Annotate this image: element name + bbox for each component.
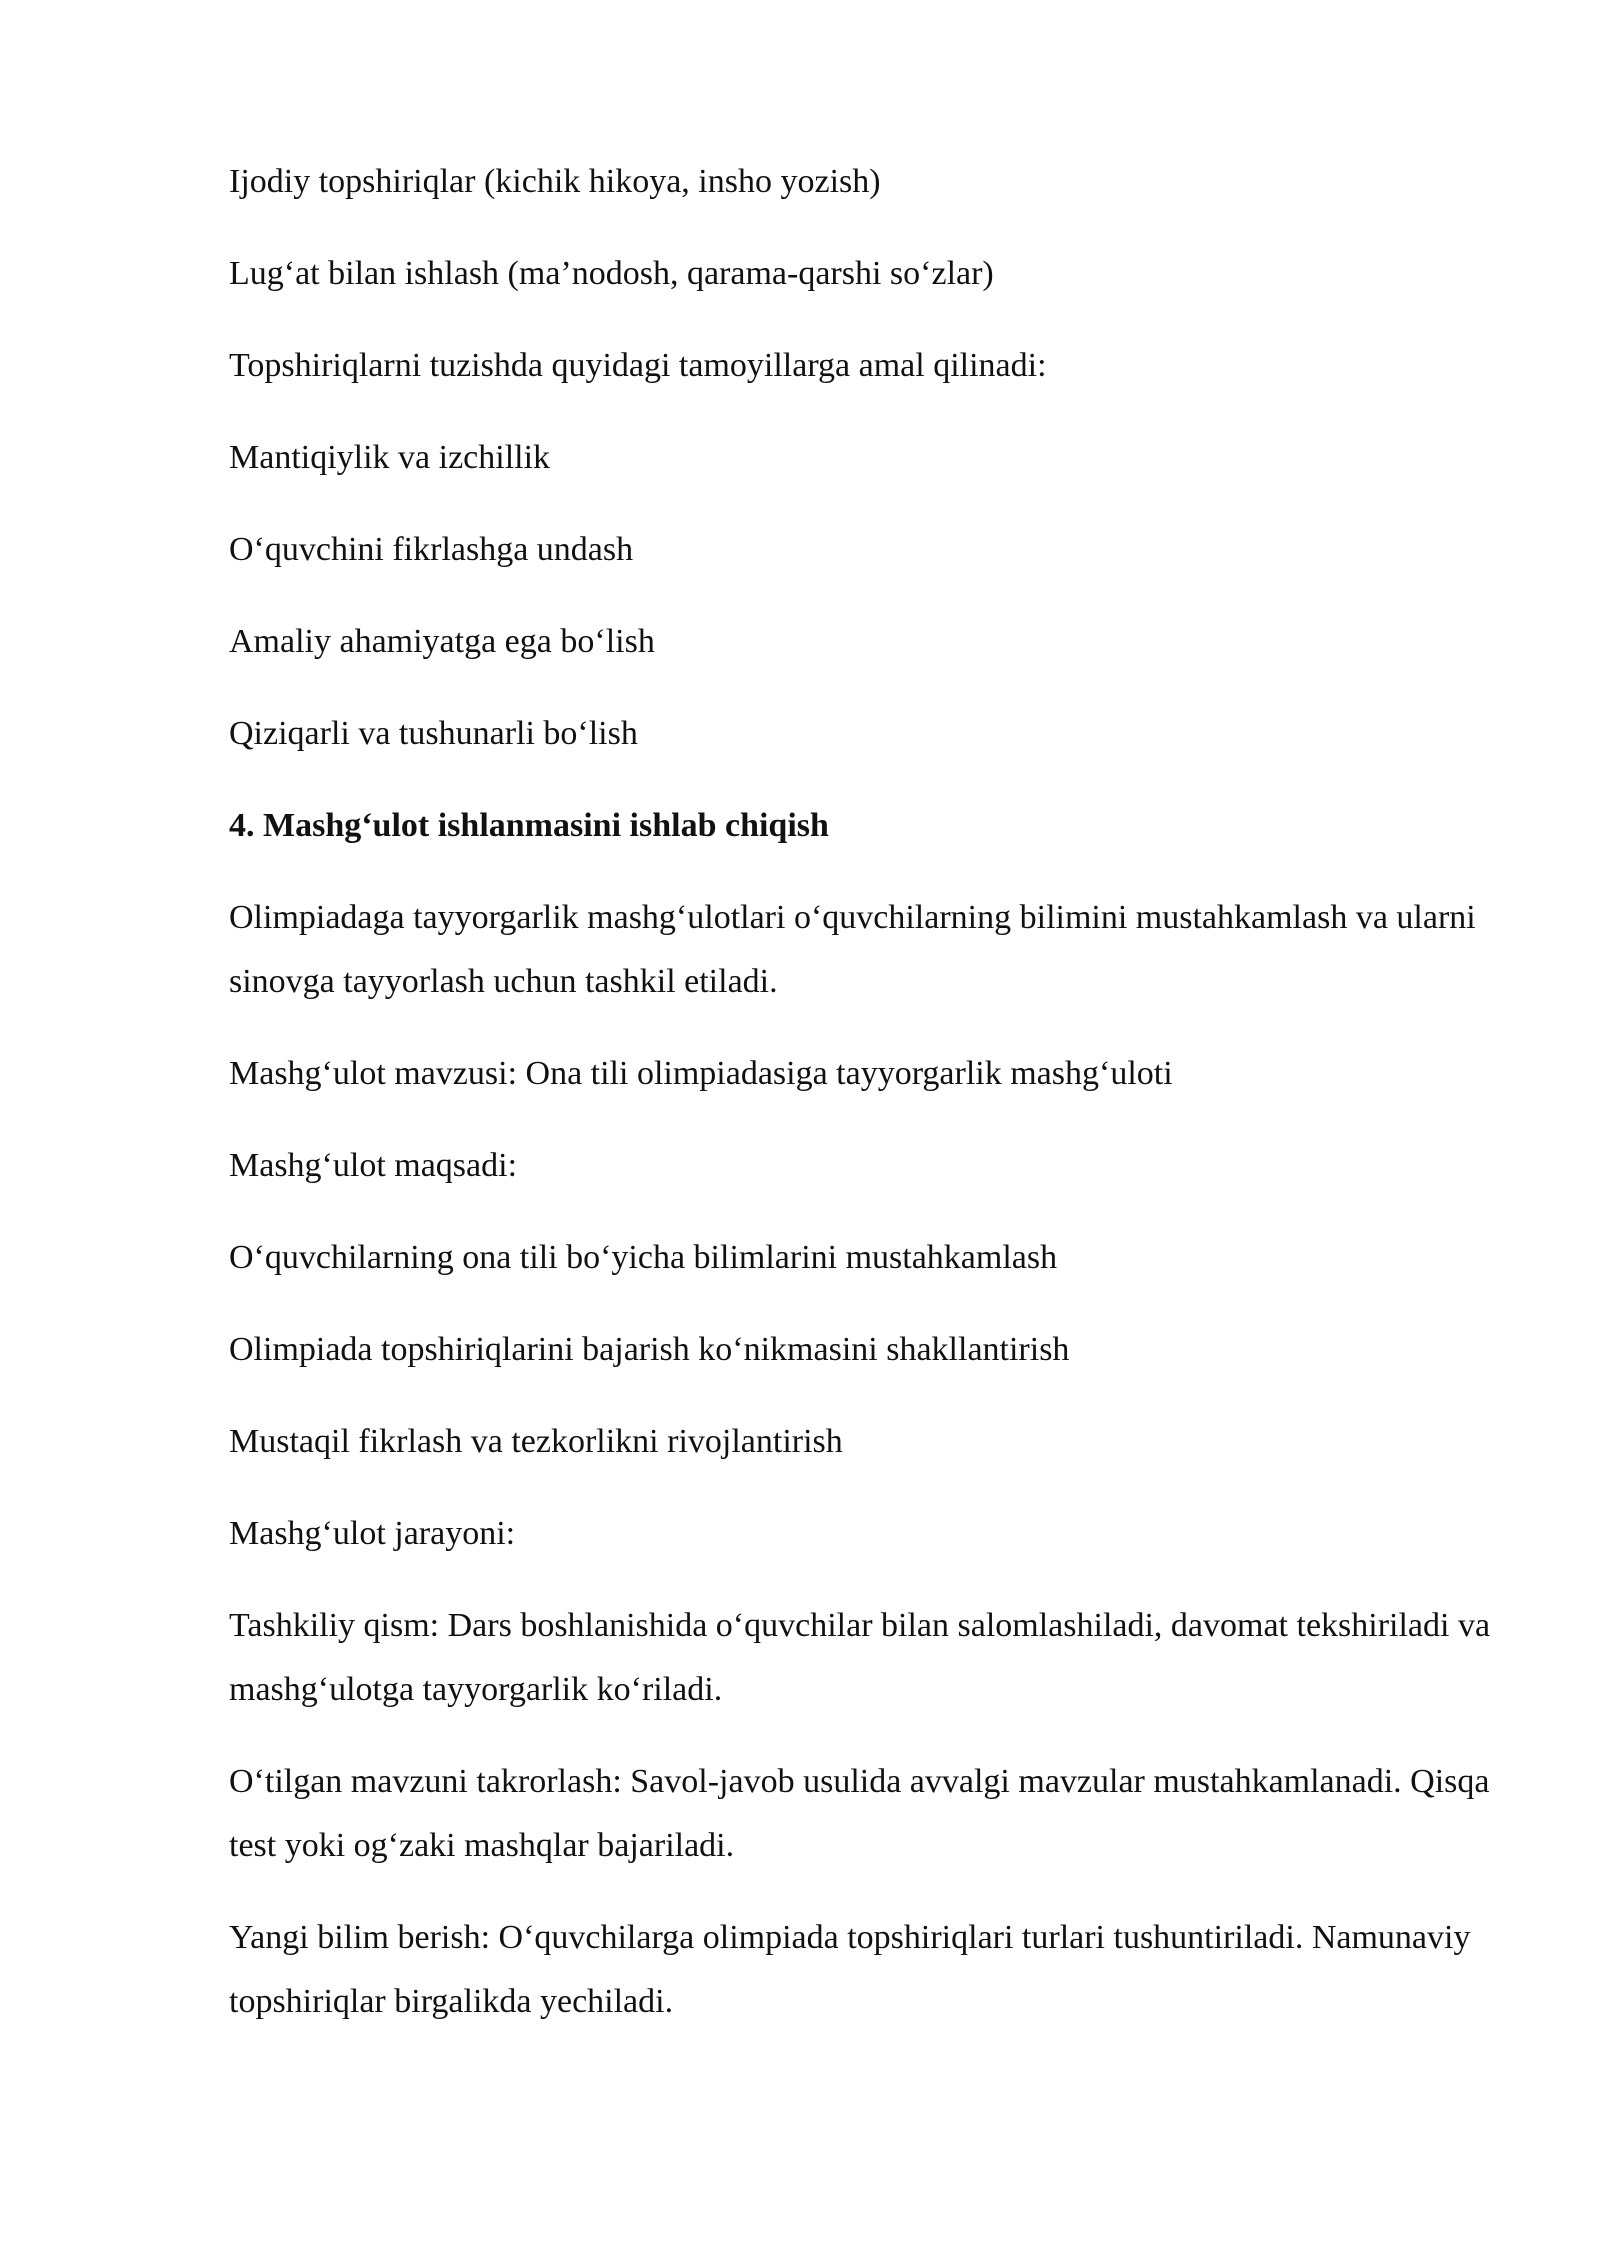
body-paragraph: Yangi bilim berish: O‘quvchilarga olimpiada topshiriqlari turlari tushuntiriladi. Namunaviy topshiriqlar birgalikda yechiladi. [229,1919,1471,2020]
list-item: Olimpiada topshiriqlarini bajarish ko‘nikmasini shakllantirish [229,1331,1070,1368]
intro-paragraph: Topshiriqlarni tuzishda quyidagi tamoyillarga amal qilinadi: [229,347,1047,384]
list-item: Ijodiy topshiriqlar (kichik hikoya, insho yozish) [229,163,881,200]
body-paragraph: Tashkiliy qism: Dars boshlanishida o‘quvchilar bilan salomlashiladi, davomat tekshiriladi va mashg‘ulotga tayyorgarlik ko‘riladi. [229,1607,1491,1708]
list-item: Amaliy ahamiyatga ega bo‘lish [229,623,655,660]
list-item: Qiziqarli va tushunarli bo‘lish [229,715,638,752]
section-heading: 4. Mashg‘ulot ishlanmasini ishlab chiqish [229,807,829,844]
list-item: Mantiqiylik va izchillik [229,439,551,476]
list-item: Lug‘at bilan ishlash (ma’nodosh, qarama-qarshi so‘zlar) [229,255,994,292]
body-paragraph: O‘tilgan mavzuni takrorlash: Savol-javob usulida avvalgi mavzular mustahkamlanadi. Qisqa test yoki og‘zaki mashqlar bajariladi. [229,1763,1490,1864]
process-label: Mashg‘ulot jarayoni: [229,1515,516,1552]
list-item: O‘quvchilarning ona tili bo‘yicha bilimlarini mustahkamlash [229,1239,1058,1276]
document-page [229,150,1519,2062]
body-paragraph: Olimpiadaga tayyorgarlik mashg‘ulotlari o‘quvchilarning bilimini mustahkamlash va ularni sinovga tayyorlash uchun tashkil etiladi. [229,899,1476,1000]
goal-label: Mashg‘ulot maqsadi: [229,1147,518,1184]
topic-paragraph: Mashg‘ulot mavzusi: Ona tili olimpiadasiga tayyorgarlik mashg‘uloti [229,1055,1173,1092]
list-item: O‘quvchini fikrlashga undash [229,531,634,568]
list-item: Mustaqil fikrlash va tezkorlikni rivojlantirish [229,1423,843,1460]
